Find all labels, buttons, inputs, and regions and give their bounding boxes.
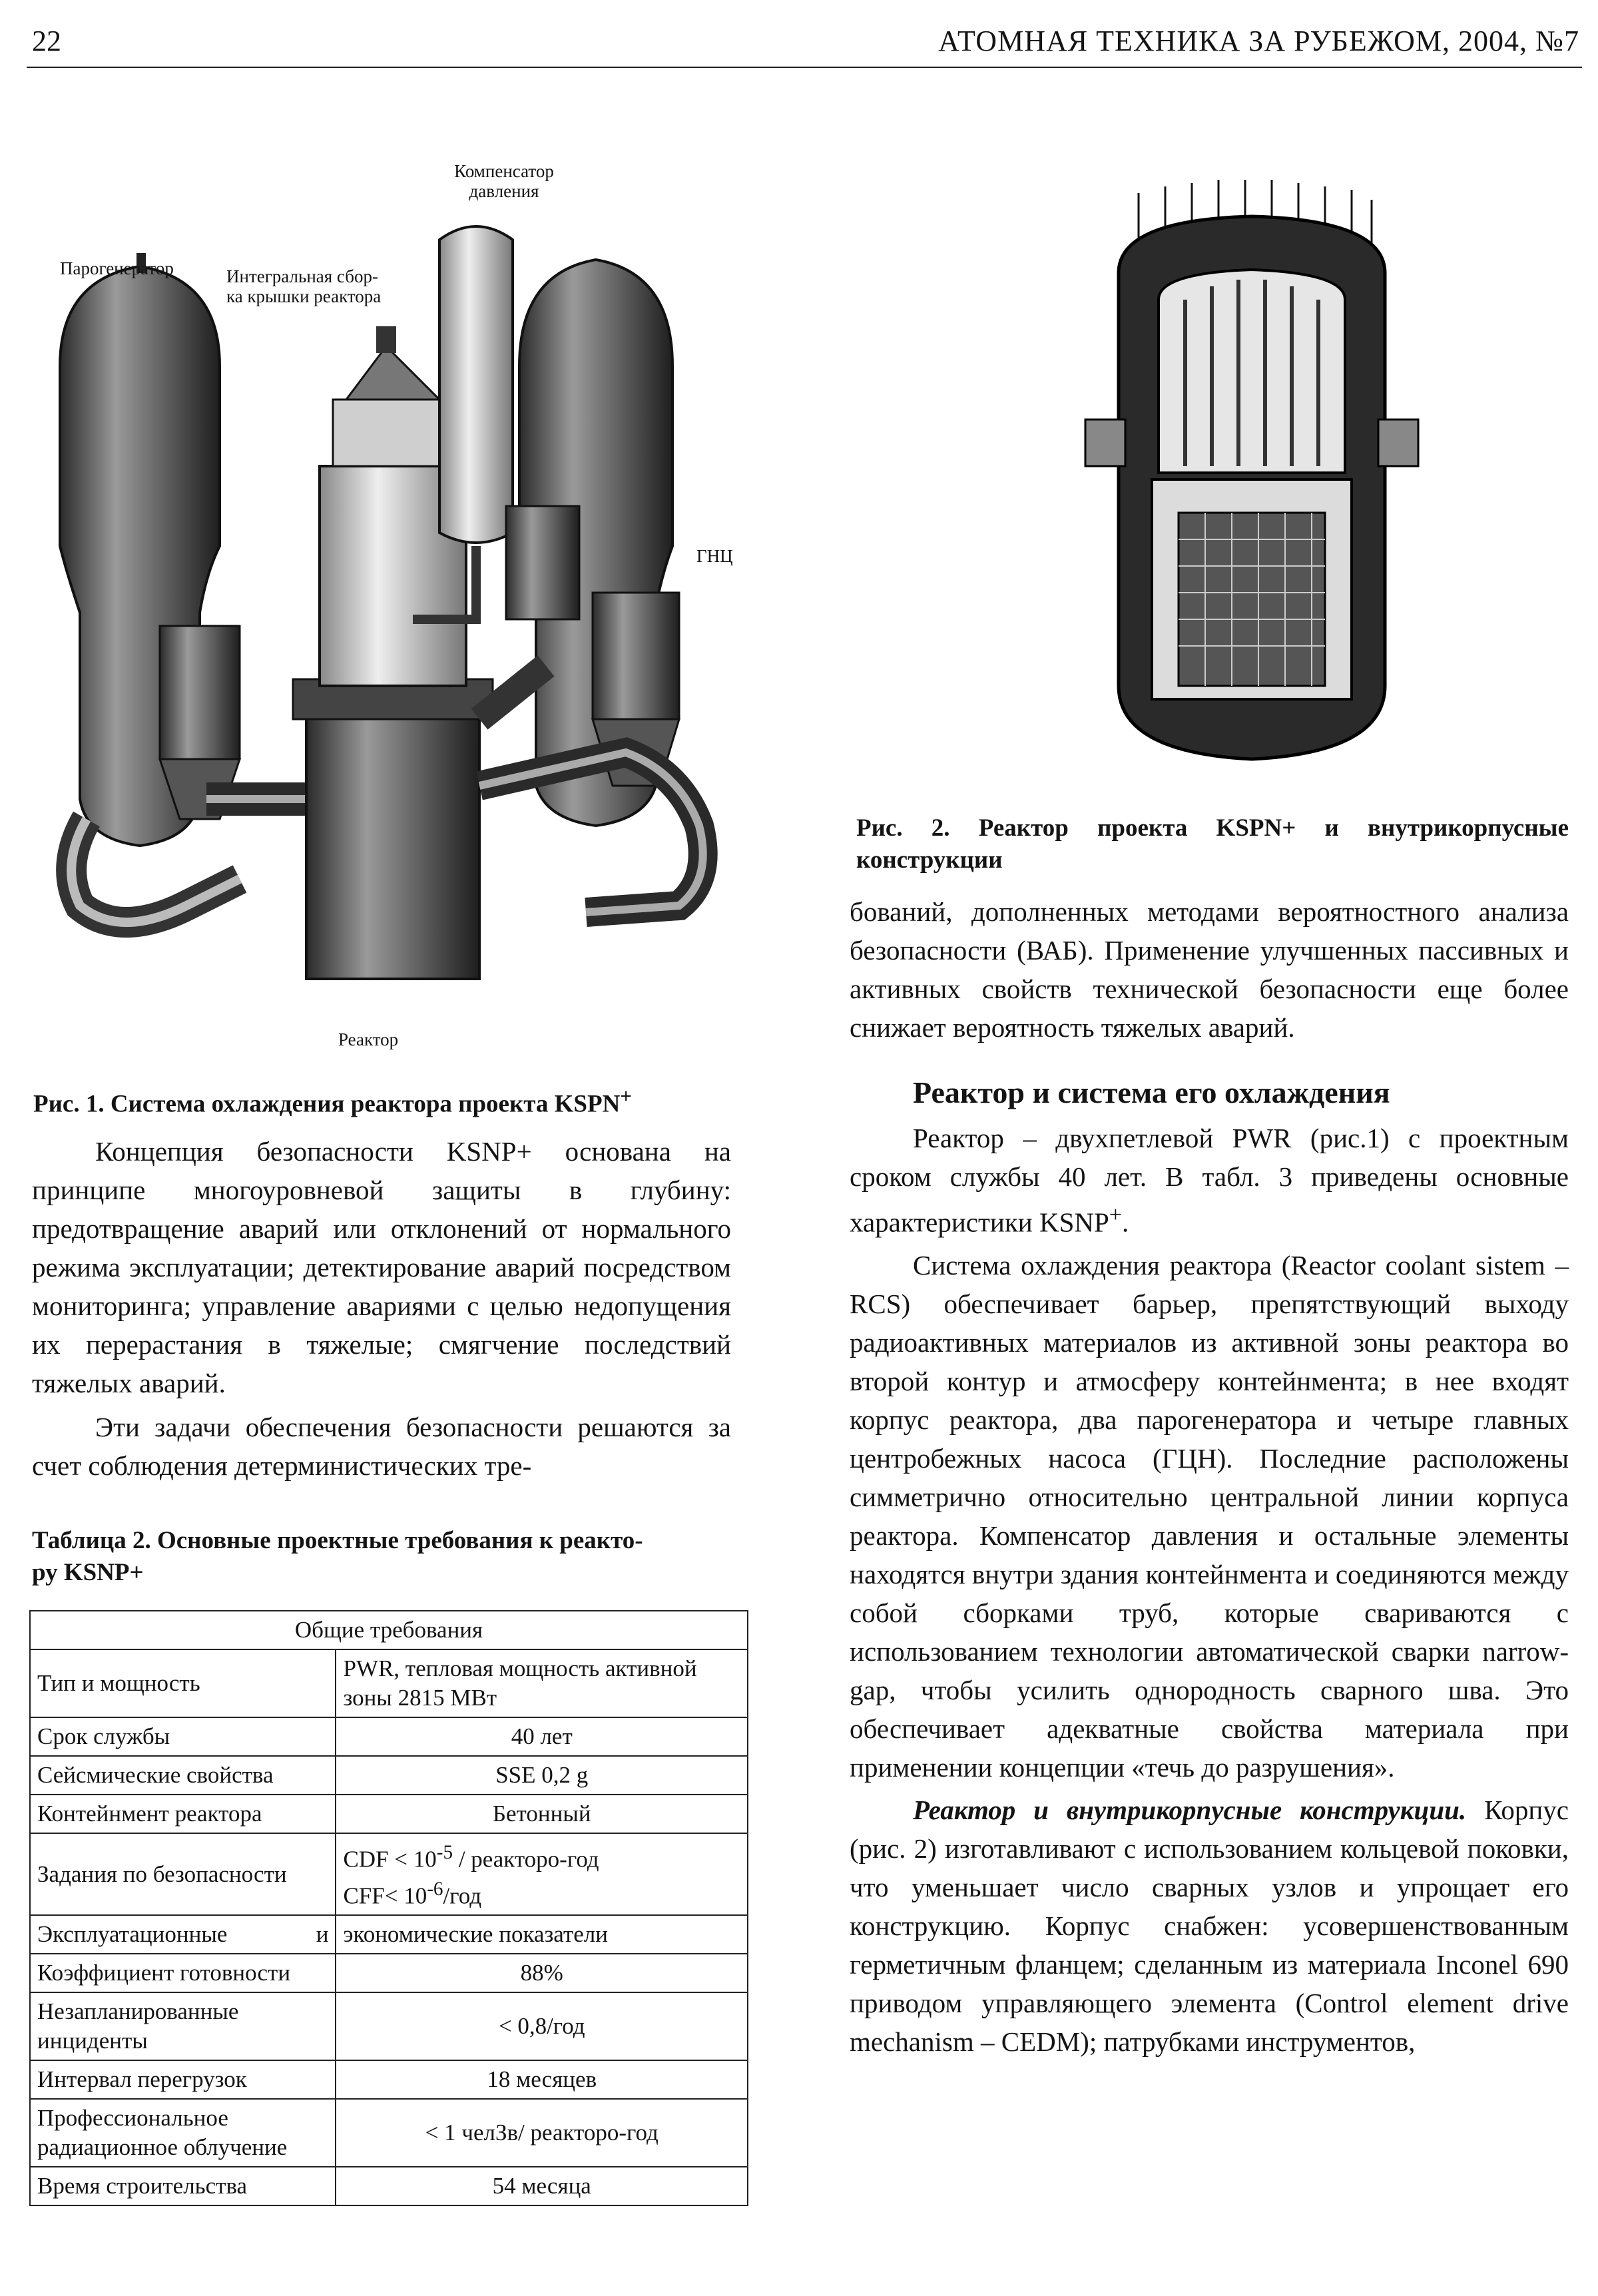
table-value: 18 месяцев — [336, 2060, 748, 2099]
figure-1-caption-sup: + — [620, 1085, 632, 1107]
journal-title: АТОМНАЯ ТЕХНИКА ЗА РУБЕЖОМ, 2004, №7 — [938, 25, 1579, 57]
table-value: 40 лет — [336, 1717, 748, 1756]
table-general-header: Общие требования — [30, 1611, 748, 1649]
right-paragraph-continued: бований, дополненных методами вероятностного анализа безопасности (ВАБ). Применение улучшенных пассивных и активных свойств технической безопасности еще более снижает вероятность тяжелых аварий. — [850, 896, 1569, 1043]
cdf-text: CDF < 10 — [343, 1846, 437, 1872]
table-param: Тип и мощность — [30, 1649, 336, 1717]
cdf-line — [343, 1838, 740, 1874]
left-body-text — [32, 1132, 731, 1485]
right-paragraph-3-text: Корпус (рис. 2) изготавливают с использованием кольцевой поковки, что уменьшает число сварных узлов и упрощает его конструкцию. Корпус снабжен: усовершенствованным герметичным фланцем; сделанным из материала Inconel 690 приводом управляющего элемента (Control element drive mechanism – CEDM); патрубками инструментов, — [850, 1794, 1569, 2057]
header-rule — [27, 67, 1582, 68]
table-row — [30, 2167, 748, 2205]
right-paragraph-1-sup: + — [1109, 1203, 1123, 1227]
table-header-row — [30, 1611, 748, 1649]
figure-2-caption — [856, 812, 1569, 876]
cdf-exponent: -5 — [436, 1842, 453, 1863]
table-row — [30, 2099, 748, 2167]
right-paragraph-3 — [850, 1791, 1569, 2061]
table-value: 88% — [336, 1954, 748, 1992]
table-value: PWR, тепловая мощность активной зоны 2815 МВт — [336, 1649, 748, 1717]
table-value: Бетонный — [336, 1795, 748, 1833]
requirements-table — [29, 1610, 748, 2206]
table-row — [30, 1717, 748, 1756]
table-econ-header-row — [30, 1915, 748, 1954]
left-paragraph-1: Концепция безопасности KSNP+ основана на принципе многоуровневой защиты в глубину: предотвращение аварий или отклонений от нормального режима эксплуатации; детектирование аварий посредством мониторинга; управление авариями с целью недопущения их перерастания в тяжелые; смягчение последствий тяжелых аварий. — [32, 1136, 731, 1398]
table-value: < 0,8/год — [336, 1992, 748, 2060]
table-param: Интервал перегрузок — [30, 2060, 336, 2099]
label-pressurizer-line2: давления — [469, 181, 539, 201]
right-paragraph-1 — [850, 1119, 1569, 1242]
table-row — [30, 1795, 748, 1833]
table-title-line1: Таблица 2. Основные проектные требования к реакто- — [32, 1527, 643, 1554]
label-steam-generator: Парогенератор — [60, 258, 174, 278]
table-param: Коэффициент готовности — [30, 1954, 336, 1992]
label-head-assembly-line1: Интегральная сбор- — [226, 266, 378, 286]
table-row — [30, 1954, 748, 1992]
table-value: SSE 0,2 g — [336, 1756, 748, 1795]
table-param: Незапланированные инциденты — [30, 1992, 336, 2060]
label-pressurizer-line1: Компенсатор — [454, 161, 554, 181]
cff-unit: /год — [443, 1882, 482, 1909]
table-param: Сейсмические свойства — [30, 1756, 336, 1795]
left-paragraph-2: Эти задачи обеспечения безопасности решаются за счет соблюдения детерминистических тре- — [32, 1412, 731, 1481]
cff-text: CFF< 10 — [343, 1882, 427, 1909]
label-head-assembly-line2: ка крышки реактора — [226, 286, 382, 306]
table-param: Время строительства — [30, 2167, 336, 2205]
cdf-unit: / реакторо-год — [453, 1846, 599, 1872]
cff-line — [343, 1874, 740, 1911]
table-param: Контейнмент реактора — [30, 1795, 336, 1833]
label-reactor: Реактор — [338, 1029, 399, 1049]
figure-1-caption-text: Рис. 1. Система охлаждения реактора проекта KSPN — [33, 1090, 621, 1118]
table-row — [30, 2060, 748, 2099]
figure-1-image — [40, 200, 779, 1012]
table-param: Профессиональное радиационное облучение — [30, 2099, 336, 2167]
right-paragraph-1-text: Реактор – двухпетлевой PWR (рис.1) с проектным сроком службы 40 лет. В табл. 3 приведены основные характеристики KSNP — [850, 1123, 1569, 1238]
right-paragraph-1-end: . — [1122, 1207, 1129, 1238]
table-row — [30, 1992, 748, 2060]
figure-2-image — [1079, 180, 1425, 779]
subsection-heading: Реактор и внутрикорпусные конструкции. — [913, 1794, 1467, 1825]
table-row — [30, 1756, 748, 1795]
table-param: Срок службы — [30, 1717, 336, 1756]
label-pump: ГНЦ — [696, 546, 733, 566]
cff-exponent: -6 — [427, 1878, 443, 1900]
figure-2-caption-line2: конструкции — [856, 846, 1003, 874]
right-body-text — [850, 892, 1569, 2061]
figure-2-caption-line1: Рис. 2. Реактор проекта KSPN+ и внутрикорпусные — [856, 814, 1569, 842]
table-param: Задания по безопасности — [30, 1833, 336, 1915]
table-value: 54 месяца — [336, 2167, 748, 2205]
figure-1-caption — [33, 1080, 632, 1120]
table-row — [30, 1833, 748, 1915]
label-pressurizer — [441, 161, 567, 201]
table-row — [30, 1649, 748, 1717]
section-heading: Реактор и система его охлаждения — [913, 1075, 1390, 1109]
table-title — [32, 1525, 738, 1589]
table-title-line2: ру KSNP+ — [32, 1559, 144, 1586]
page-number: 22 — [32, 25, 61, 57]
table-econ-header-right: экономические показатели — [336, 1915, 748, 1954]
right-paragraph-2: Система охлаждения реактора (Reactor coolant sistem – RCS) обеспечивает барьер, препятствующий выходу радиоактивных материалов из активной зоны реактора во второй контур и атмосферу контейнмента; в нее входят корпус реактора, два парогенератора и четыре главных центробежных насоса (ГЦН). Последние расположены симметрично относительно центральной линии корпуса реактора. Компенсатор давления и остальные элементы находятся внутри здания контейнмента и соединяются между собой сборками труб, которые свариваются с использованием технологии автоматической сварки narrow-gap, чтобы усилить однородность сварного шва. Это обеспечивает адекватные свойства материала при применении концепции «течь до разрушения». — [850, 1249, 1569, 1783]
table-value: < 1 челЗв/ реакторо-год — [336, 2099, 748, 2167]
table-value — [336, 1833, 748, 1915]
table-econ-header-left: Эксплуатационные и — [30, 1915, 336, 1954]
label-head-assembly — [226, 266, 381, 306]
